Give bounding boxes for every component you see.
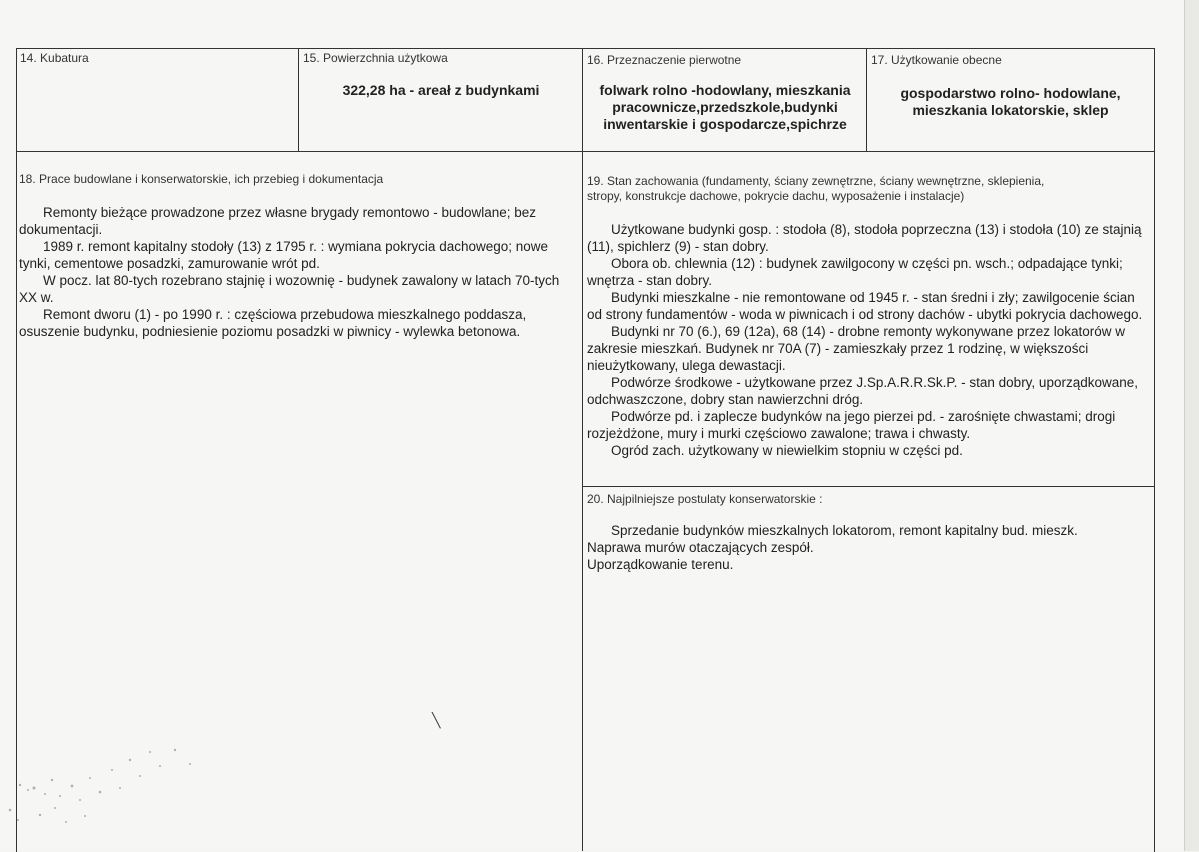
page-edge xyxy=(1184,0,1199,851)
divider xyxy=(582,486,1154,487)
paragraph: Obora ob. chlewnia (12) : budynek zawilgocony w części pn. wsch.; odpadające tynki; wnętrza - stan dobry. xyxy=(587,256,1123,288)
paragraph: Budynki mieszkalne - nie remontowane od 1945 r. - stan średni i zły; zawilgocenie ścian od strony fundamentów - woda w piwnicach i od strony dachów - ubytki pokrycia dachowego. xyxy=(587,290,1143,322)
paragraph: Remont dworu (1) - po 1990 r. : częściowa przebudowa mieszkalnego poddasza, osuszenie budynku, podniesienie poziomu posadzki w piwnicy - wylewka betonowa. xyxy=(19,307,527,339)
field-18-text xyxy=(19,204,579,340)
divider xyxy=(16,151,1154,152)
pen-mark: ╲ xyxy=(432,712,441,728)
field-20-label: 20. Najpilniejsze postulaty konserwatorskie : xyxy=(587,492,823,506)
divider xyxy=(298,48,299,151)
paragraph: Podwórze pd. i zaplecze budynków na jego pierzei pd. - zarośnięte chwastami; drogi rozjeżdżone, mury i murki częściowo zawalone; trawa i chwasty. xyxy=(587,409,1116,441)
field-15-label: 15. Powierzchnia użytkowa xyxy=(303,51,448,65)
paragraph: Sprzedanie budynków mieszkalnych lokatorom, remont kapitalny bud. mieszk. xyxy=(611,523,1078,538)
field-17-value: gospodarstwo rolno- hodowlane, mieszkania lokatorskie, sklep xyxy=(900,85,1121,118)
paragraph: 1989 r. remont kapitalny stodoły (13) z 1795 r. : wymiana pokrycia dachowego; nowe tynki, cementowe posadzki, zamurowanie wrót pd. xyxy=(19,239,549,271)
field-20-text xyxy=(587,522,1147,573)
paragraph: Budynki nr 70 (6.), 69 (12a), 68 (14) - drobne remonty wykonywane przez lokatorów w zakresie mieszkań. Budynek nr 70A (7) - zamieszkały przez 1 rodzinę, w większości nieużytkowany, ulega dewastacji. xyxy=(587,324,1125,373)
paragraph: Uporządkowanie terenu. xyxy=(587,557,734,572)
field-16-label: 16. Przeznaczenie pierwotne xyxy=(587,53,742,67)
paragraph: Naprawa murów otaczających zespół. xyxy=(587,540,814,555)
paragraph: Ogród zach. użytkowany w niewielkim stopniu w części pd. xyxy=(611,443,963,458)
field-16-value: folwark rolno -hodowlany, mieszkania pracownicze,przedszkole,budynki inwentarskie i gospodarcze,spichrze xyxy=(599,82,851,132)
divider xyxy=(866,48,867,151)
paragraph: Remonty bieżące prowadzone przez własne brygady remontowo - budowlane; bez dokumentacji. xyxy=(19,205,537,237)
field-15-value: 322,28 ha - areał z budynkami xyxy=(342,82,540,98)
paragraph: W pocz. lat 80-tych rozebrano stajnię i wozownię - budynek zawalony w latach 70-tych XX w. xyxy=(19,273,560,305)
field-18-label: 18. Prace budowlane i konserwatorskie, ich przebieg i dokumentacja xyxy=(19,172,384,186)
paragraph: Podwórze środkowe - użytkowane przez J.Sp.A.R.R.Sk.P. - stan dobry, uporządkowane, odchwaszczone, dobry stan nawierzchni dróg. xyxy=(587,375,1139,407)
paragraph: Użytkowane budynki gosp. : stodoła (8), stodoła poprzeczna (13) i stodoła (10) ze stajnią (11), spichlerz (9) - stan dobry. xyxy=(587,222,1142,254)
divider xyxy=(582,48,583,851)
field-17-label: 17. Użytkowanie obecne xyxy=(871,53,1002,67)
field-14-label: 14. Kubatura xyxy=(20,51,89,65)
field-19-text xyxy=(587,221,1147,459)
field-19-label: 19. Stan zachowania (fundamenty, ściany zewnętrzne, ściany wewnętrzne, sklepienia, stropy, konstrukcje dachowe, pokrycie dachu, wyposażenie i instalacje) xyxy=(587,174,1045,203)
